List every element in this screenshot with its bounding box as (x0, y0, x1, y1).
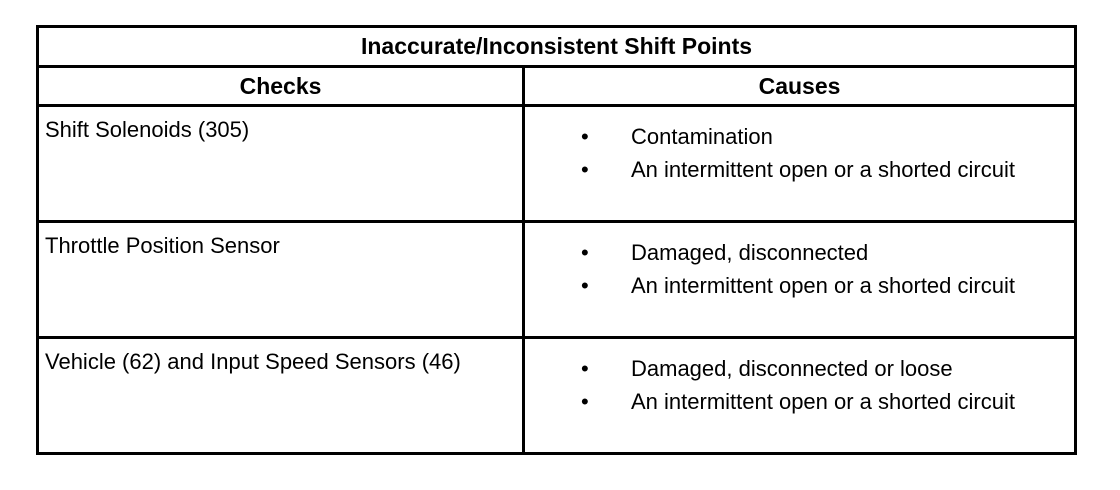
cause-text: An intermittent open or a shorted circuit (631, 389, 1015, 414)
check-cell (38, 222, 524, 338)
table-title: Inaccurate/Inconsistent Shift Points (38, 27, 1076, 67)
cause-item (525, 120, 1074, 153)
title-row (38, 27, 1076, 67)
cause-item (525, 236, 1074, 269)
cause-item (525, 153, 1074, 186)
bullet-icon: • (581, 356, 589, 381)
table-row (38, 222, 1076, 338)
check-label: Throttle Position Sensor (45, 233, 280, 258)
check-cell (38, 338, 524, 454)
cause-text: Damaged, disconnected or loose (631, 356, 953, 381)
header-row (38, 67, 1076, 106)
check-label: Shift Solenoids (305) (45, 117, 250, 142)
cause-item (525, 352, 1074, 385)
bullet-icon: • (581, 273, 589, 298)
causes-cell (524, 106, 1076, 222)
bullet-icon: • (581, 389, 589, 414)
diagnostic-table (36, 25, 1077, 455)
causes-list (525, 223, 1074, 302)
causes-list (525, 107, 1074, 186)
cause-item (525, 269, 1074, 302)
check-label: Vehicle (62) and Input Speed Sensors (46) (45, 349, 461, 374)
cause-item (525, 385, 1074, 418)
cause-text: An intermittent open or a shorted circuit (631, 273, 1015, 298)
cause-text: Damaged, disconnected (631, 240, 869, 265)
cause-text: An intermittent open or a shorted circuit (631, 157, 1015, 182)
check-cell (38, 106, 524, 222)
causes-cell (524, 222, 1076, 338)
bullet-icon: • (581, 157, 589, 182)
causes-header: Causes (524, 67, 1076, 106)
table-row (38, 338, 1076, 454)
bullet-icon: • (581, 124, 589, 149)
checks-header: Checks (38, 67, 524, 106)
causes-cell (524, 338, 1076, 454)
bullet-icon: • (581, 240, 589, 265)
causes-list (525, 339, 1074, 418)
table-row (38, 106, 1076, 222)
cause-text: Contamination (631, 124, 773, 149)
